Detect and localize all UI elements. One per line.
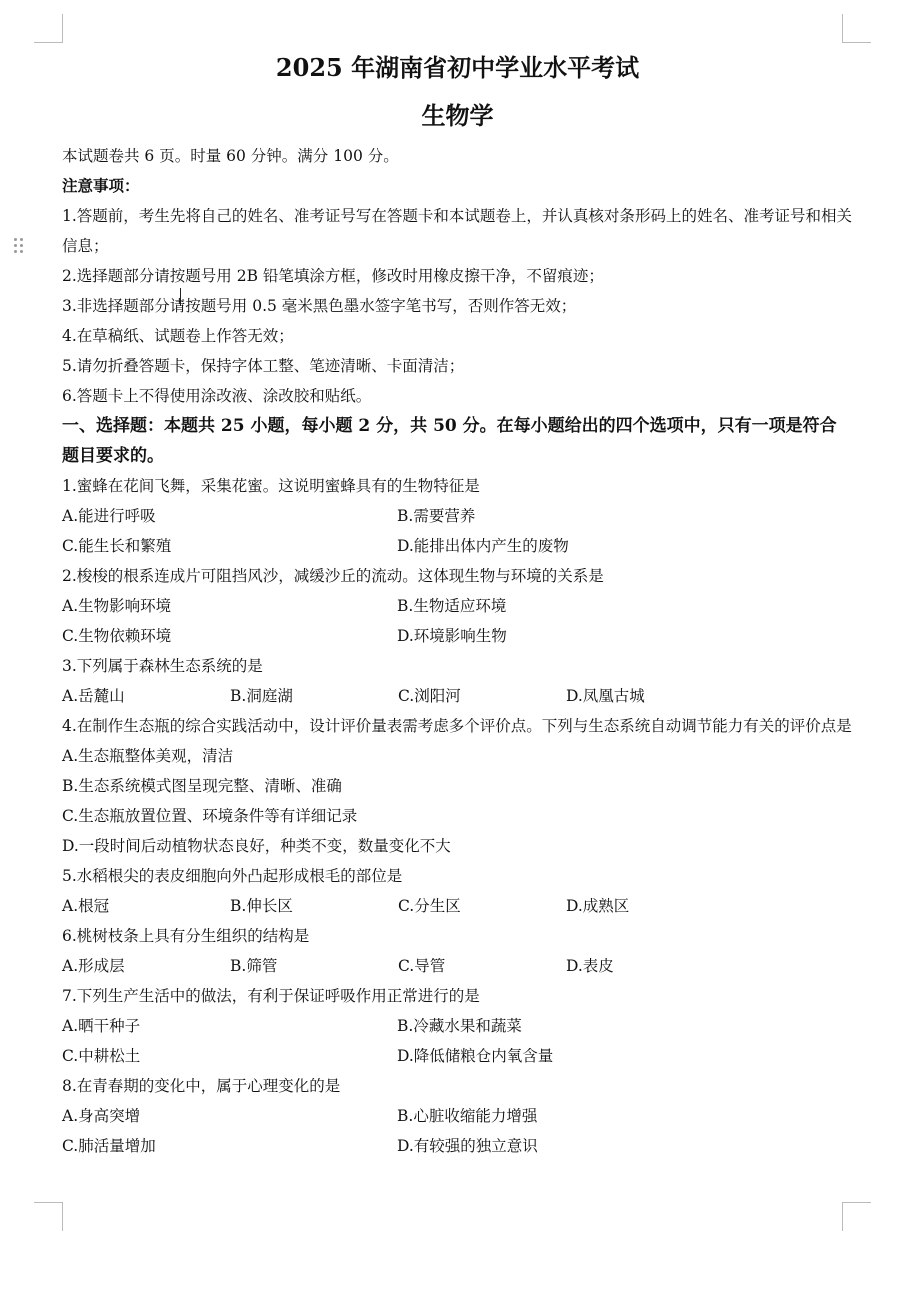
option-a: A.能进行呼吸 — [62, 507, 156, 525]
option-row — [62, 591, 852, 621]
document-body[interactable] — [62, 141, 852, 1161]
notice-item: 2.选择题部分请按题号用 2B 铅笔填涂方框，修改时用橡皮擦干净，不留痕迹； — [62, 267, 604, 285]
page-corner-mark — [842, 14, 871, 43]
question-stem: 6.桃树枝条上具有分生组织的结构是 — [62, 927, 310, 945]
option-row — [62, 891, 852, 921]
notice-item: 5.请勿折叠答题卡，保持字体工整、笔迹清晰、卡面清洁； — [62, 357, 465, 375]
notice-item: 4.在草稿纸、试题卷上作答无效； — [62, 327, 294, 345]
option-b: B.需要营养 — [397, 507, 476, 525]
option-d: D.环境影响生物 — [397, 627, 507, 645]
question-stem: 7.下列生产生活中的做法，有利于保证呼吸作用正常进行的是 — [62, 987, 480, 1005]
option-d: D.一段时间后动植物状态良好，种类不变，数量变化不大 — [62, 837, 451, 855]
option-row — [62, 1131, 852, 1161]
option-c: C.浏阳河 — [398, 687, 461, 705]
option-c: C.生物依赖环境 — [62, 627, 172, 645]
option-b: B.冷藏水果和蔬菜 — [397, 1017, 522, 1035]
option-a: A.生态瓶整体美观，清洁 — [62, 747, 234, 765]
option-d: D.降低储粮仓内氧含量 — [397, 1047, 554, 1065]
option-c: C.生态瓶放置位置、环境条件等有详细记录 — [62, 807, 358, 825]
option-b: B.生态系统模式图呈现完整、清晰、准确 — [62, 777, 342, 795]
question-stem: 1.蜜蜂在花间飞舞，采集花蜜。这说明蜜蜂具有的生物特征是 — [62, 477, 480, 495]
intro-text: 本试题卷共 6 页。时量 60 分钟。满分 100 分。 — [62, 147, 399, 165]
option-row — [62, 1041, 852, 1071]
option-a: A.晒干种子 — [62, 1017, 141, 1035]
notice-heading: 注意事项： — [62, 176, 140, 195]
section-heading: 一、选择题：本题共 25 小题，每小题 2 分，共 50 分。在每小题给出的四个选项中，只有一项是符合题目要求的。 — [62, 416, 837, 466]
option-d: D.表皮 — [566, 957, 614, 975]
notice-item: 3.非选择题部分请按题号用 0.5 毫米黑色墨水签字笔书写，否则作答无效； — [62, 297, 577, 315]
option-c: C.分生区 — [398, 897, 461, 915]
option-c: C.能生长和繁殖 — [62, 537, 172, 555]
option-c: C.中耕松土 — [62, 1047, 141, 1065]
question-stem: 2.梭梭的根系连成片可阻挡风沙，减缓沙丘的流动。这体现生物与环境的关系是 — [62, 567, 604, 585]
notice-item: 1.答题前，考生先将自己的姓名、准考证号写在答题卡和本试题卷上，并认真核对条形码上的姓名、准考证号和相关信息； — [62, 207, 852, 255]
option-row — [62, 951, 852, 981]
question-stem: 5.水稻根尖的表皮细胞向外凸起形成根毛的部位是 — [62, 867, 403, 885]
option-b: B.心脏收缩能力增强 — [397, 1107, 538, 1125]
option-c: C.导管 — [398, 957, 446, 975]
exam-title: 2025 年湖南省初中学业水平考试 — [275, 53, 640, 82]
option-row — [62, 1011, 852, 1041]
option-row — [62, 501, 852, 531]
option-b: B.洞庭湖 — [230, 687, 293, 705]
option-b: B.生物适应环境 — [397, 597, 507, 615]
option-d: D.能排出体内产生的废物 — [397, 537, 569, 555]
option-d: D.凤凰古城 — [566, 687, 645, 705]
option-d: D.成熟区 — [566, 897, 630, 915]
notice-item: 6.答题卡上不得使用涂改液、涂改胶和贴纸。 — [62, 387, 372, 405]
question-stem: 4.在制作生态瓶的综合实践活动中，设计评价量表需考虑多个评价点。下列与生态系统自动调节能力有关的评价点是 — [62, 717, 852, 735]
option-a: A.根冠 — [62, 897, 110, 915]
option-row — [62, 681, 852, 711]
option-a: A.岳麓山 — [62, 687, 125, 705]
question-stem: 8.在青春期的变化中，属于心理变化的是 — [62, 1077, 341, 1095]
option-a: A.身高突增 — [62, 1107, 141, 1125]
option-b: B.筛管 — [230, 957, 278, 975]
page-corner-mark — [34, 14, 63, 43]
question-stem: 3.下列属于森林生态系统的是 — [62, 657, 263, 675]
page-corner-mark — [842, 1202, 871, 1231]
page-corner-mark — [34, 1202, 63, 1231]
option-d: D.有较强的独立意识 — [397, 1137, 538, 1155]
drag-handle-icon[interactable] — [14, 238, 26, 254]
option-row — [62, 1101, 852, 1131]
option-row — [62, 621, 852, 651]
option-a: A.形成层 — [62, 957, 125, 975]
option-b: B.伸长区 — [230, 897, 293, 915]
option-a: A.生物影响环境 — [62, 597, 172, 615]
option-c: C.肺活量增加 — [62, 1137, 156, 1155]
option-row — [62, 531, 852, 561]
subject-title: 生物学 — [421, 101, 494, 130]
